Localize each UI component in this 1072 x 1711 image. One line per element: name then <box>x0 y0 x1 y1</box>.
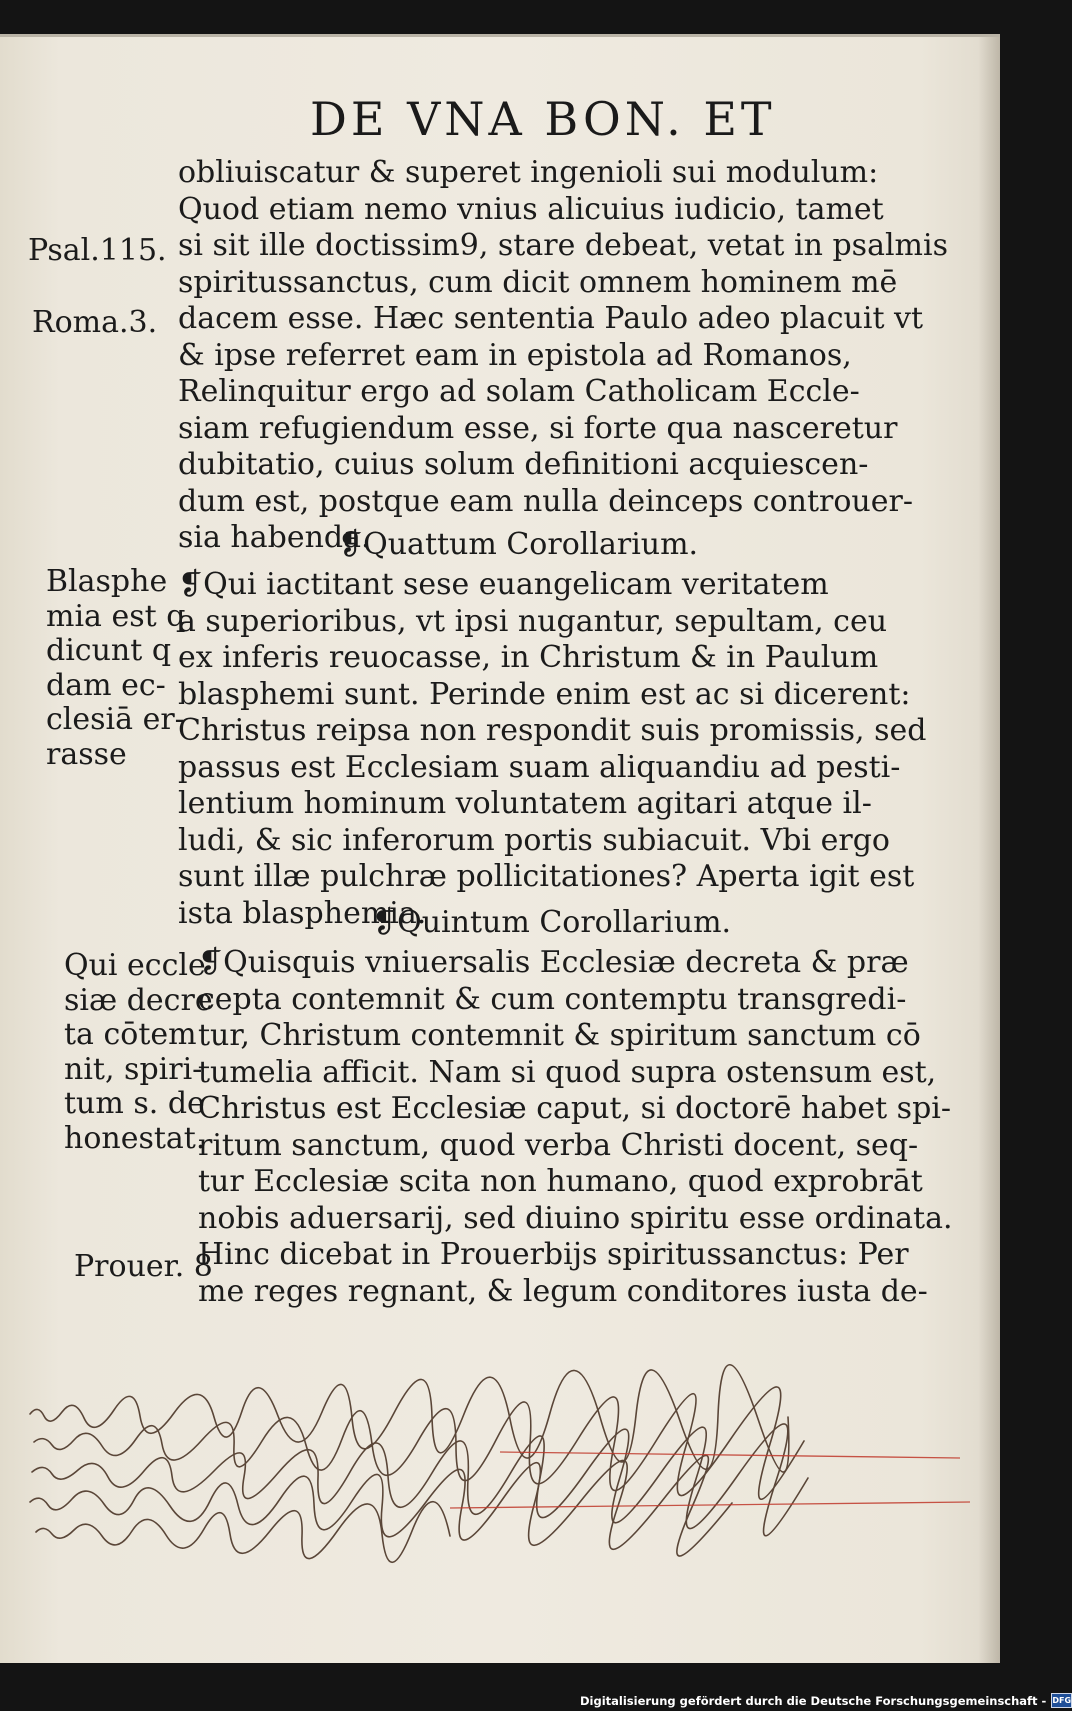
text-line: ritum sanctum, quod verba Christi docent, seq- <box>198 1127 919 1163</box>
margin-line: dam ec- <box>46 667 166 703</box>
margin-line: Psal.115. <box>28 233 167 268</box>
margin-line: clesiā er- <box>46 702 185 737</box>
text-line: & ipse referret eam in epistola ad Romanos, <box>178 337 852 373</box>
margin-note-ecclesia <box>64 949 224 1156</box>
text-line: cepta contemnit & cum contemptu transgredi- <box>198 981 907 1017</box>
margin-line: honestat. <box>64 1120 206 1156</box>
section-heading-2: ❡Quintum Corollarium. <box>372 905 732 940</box>
text-line: ex inferis reuocasse, in Christum & in Paulum <box>178 640 879 675</box>
text-line: ludi, & sic inferorum portis subiacuit. Vbi ergo <box>178 822 890 858</box>
text-line: sunt illæ pulchræ pollicitationes? Aperta igit est <box>178 859 915 894</box>
text-line: ista blasphemia. <box>178 895 427 931</box>
margin-note-blasphemy <box>46 565 206 772</box>
running-head: DE VNA BON. ET <box>310 92 776 146</box>
margin-note-psalm <box>28 233 188 270</box>
text-line: Christus est Ecclesiæ caput, si doctorē habet spi- <box>198 1091 952 1126</box>
text-line: nobis aduersarij, sed diuino spiritu esse ordinata. <box>198 1200 953 1236</box>
digitization-credit <box>580 1690 1072 1711</box>
text-block-1 <box>178 155 948 557</box>
text-line: si sit ille doctissim9, stare debeat, vetat in psalmis <box>178 228 948 263</box>
text-line: tumelia afficit. Nam si quod supra ostensum est, <box>198 1054 937 1090</box>
margin-line: tum s. de <box>64 1086 205 1121</box>
text-line: passus est Ecclesiam suam aliquandiu ad pesti- <box>178 749 901 785</box>
handwritten-annotation <box>20 1392 980 1567</box>
text-line: dacem esse. Hæc sententia Paulo adeo placuit vt <box>178 301 924 336</box>
text-line: tur Ecclesiæ scita non humano, quod exprobrāt <box>198 1164 923 1199</box>
text-line: Relinquitur ergo ad solam Catholicam Eccle- <box>178 374 860 409</box>
text-line: me reges regnant, & legum conditores iusta de- <box>198 1273 928 1309</box>
margin-line: Blasphe <box>46 564 168 599</box>
text-line: ❡Qui iactitant sese euangelicam veritatem <box>178 567 829 602</box>
text-line: a superioribus, vt ipsi nugantur, sepultam, ceu <box>178 603 888 639</box>
margin-line: Prouer. 8 <box>74 1249 213 1284</box>
text-line: Christus reipsa non respondit suis promissis, sed <box>178 713 927 748</box>
margin-line: ta cōtem <box>64 1017 197 1052</box>
text-line: siam refugiendum esse, si forte qua nasceretur <box>178 410 898 446</box>
text-line: dum est, postque eam nulla deinceps controuer- <box>178 483 913 519</box>
text-line: obliuiscatur & superet ingenioli sui modulum: <box>178 155 879 190</box>
margin-line: Qui eccle <box>64 948 206 983</box>
book-page <box>0 34 1000 1663</box>
margin-line: dicunt q <box>46 633 172 668</box>
text-line: sia habenda. <box>178 520 371 555</box>
text-line: lentium hominum voluntatem agitari atque il- <box>178 786 872 821</box>
margin-line: rasse <box>46 736 127 772</box>
text-line: ❡Quisquis vniuersalis Ecclesiæ decreta & præ <box>198 945 909 980</box>
text-line: dubitatio, cuius solum definitioni acquiescen- <box>178 447 869 482</box>
text-line: blasphemi sunt. Perinde enim est ac si dicerent: <box>178 676 911 712</box>
text-line: Hinc dicebat in Prouerbijs spiritussanctus: Per <box>198 1237 909 1272</box>
margin-note-romans <box>32 305 192 342</box>
section-heading-1: ❡Quattum Corollarium. <box>338 527 699 562</box>
text-line: spiritussanctus, cum dicit omnem hominem mē <box>178 264 898 300</box>
margin-note-proverbs <box>74 1249 234 1286</box>
text-block-2 <box>178 567 927 932</box>
margin-line: Roma.3. <box>32 305 158 340</box>
text-line: Quod etiam nemo vnius alicuius iudicio, tamet <box>178 191 884 227</box>
margin-line: nit, spiri- <box>64 1051 203 1087</box>
text-block-3 <box>198 945 953 1310</box>
margin-line: mia est q <box>46 598 186 634</box>
dfg-logo: DFG <box>1051 1693 1072 1708</box>
margin-line: siæ decre <box>64 982 213 1018</box>
text-line: tur, Christum contemnit & spiritum sanctum cō <box>198 1018 921 1053</box>
credit-text: Digitalisierung gefördert durch die Deutsche Forschungsgemeinschaft - <box>580 1693 1047 1708</box>
